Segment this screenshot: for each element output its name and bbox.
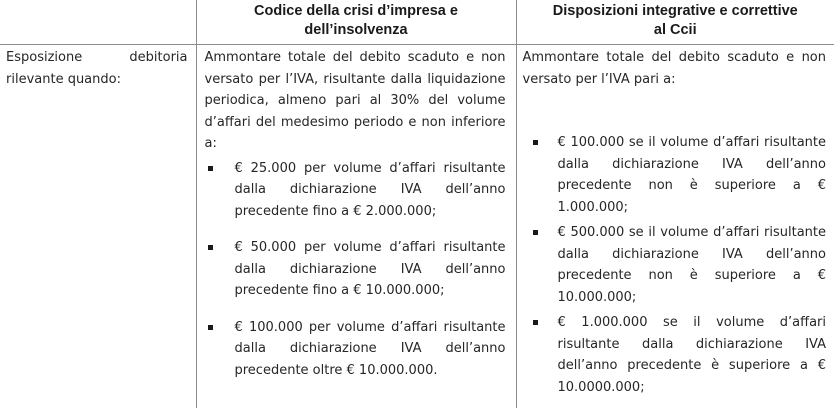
ccii-bullet-item: [205, 317, 506, 382]
header-ccii: [196, 0, 516, 45]
header-correttive-line2: al Ccii: [653, 22, 697, 38]
header-correttive: [516, 0, 834, 45]
exposure-row: [0, 45, 834, 408]
correttive-bullet-item: [523, 222, 827, 308]
correttive-bullet-item: [523, 132, 827, 218]
square-bullet-icon: [208, 245, 213, 250]
correttive-bullet-text: € 500.000 se il volume d’affari risultante dalla dichiarazione IVA dell’anno precedente non è superiore a € 10.000.000;: [557, 225, 826, 305]
ccii-bullet-item: [205, 237, 506, 302]
square-bullet-icon: [208, 325, 213, 330]
square-bullet-icon: [533, 140, 538, 145]
ccii-bullet-text: € 25.000 per volume d’affari risultante dalla dichiarazione IVA dell’anno precedente fino a € 2.000.000;: [234, 160, 506, 219]
correttive-bullet-item: [523, 312, 827, 398]
header-ccii-line2: dell’insolvenza: [304, 22, 408, 38]
square-bullet-icon: [533, 320, 538, 325]
ccii-bullet-list: [205, 158, 506, 382]
header-cell-empty: [0, 0, 196, 45]
correttive-intro: Ammontare totale del debito scaduto e non versato per l’IVA pari a:: [522, 50, 826, 87]
correttive-bullet-text: € 100.000 se il volume d’affari risultante dalla dichiarazione IVA dell’anno precedente non è superiore a € 1.000.000;: [557, 135, 826, 215]
ccii-bullet-item: [205, 158, 506, 223]
correttive-bullet-text: € 1.000.000 se il volume d’affari risultante dalla dichiarazione IVA dell’anno precedente è superiore a € 10.0000.000;: [557, 315, 826, 395]
ccii-bullet-text: € 100.000 per volume d’affari risultante dalla dichiarazione IVA dell’anno precedente oltre € 10.000.000.: [234, 319, 506, 378]
square-bullet-icon: [533, 230, 538, 235]
ccii-cell: [196, 45, 516, 408]
header-correttive-line1: Disposizioni integrative e correttive: [552, 3, 798, 19]
ccii-intro: Ammontare totale del debito scaduto e non versato per l’IVA, risultante dalla liquidazione periodica, almeno pari al 30% del volume d’affari del medesimo periodo e non inferiore a:: [204, 50, 506, 151]
header-ccii-line1: Codice della crisi d’impresa e: [254, 3, 458, 19]
correttive-cell: [516, 45, 834, 408]
ccii-bullet-text: € 50.000 per volume d’affari risultante dalla dichiarazione IVA dell’anno precedente fino a € 10.000.000;: [234, 240, 506, 298]
row-label: Esposizione debitoria rilevante quando:: [6, 50, 188, 87]
row-label-cell: [0, 45, 196, 408]
correttive-bullet-list: [523, 132, 827, 398]
header-row: [0, 0, 834, 45]
square-bullet-icon: [208, 166, 213, 171]
